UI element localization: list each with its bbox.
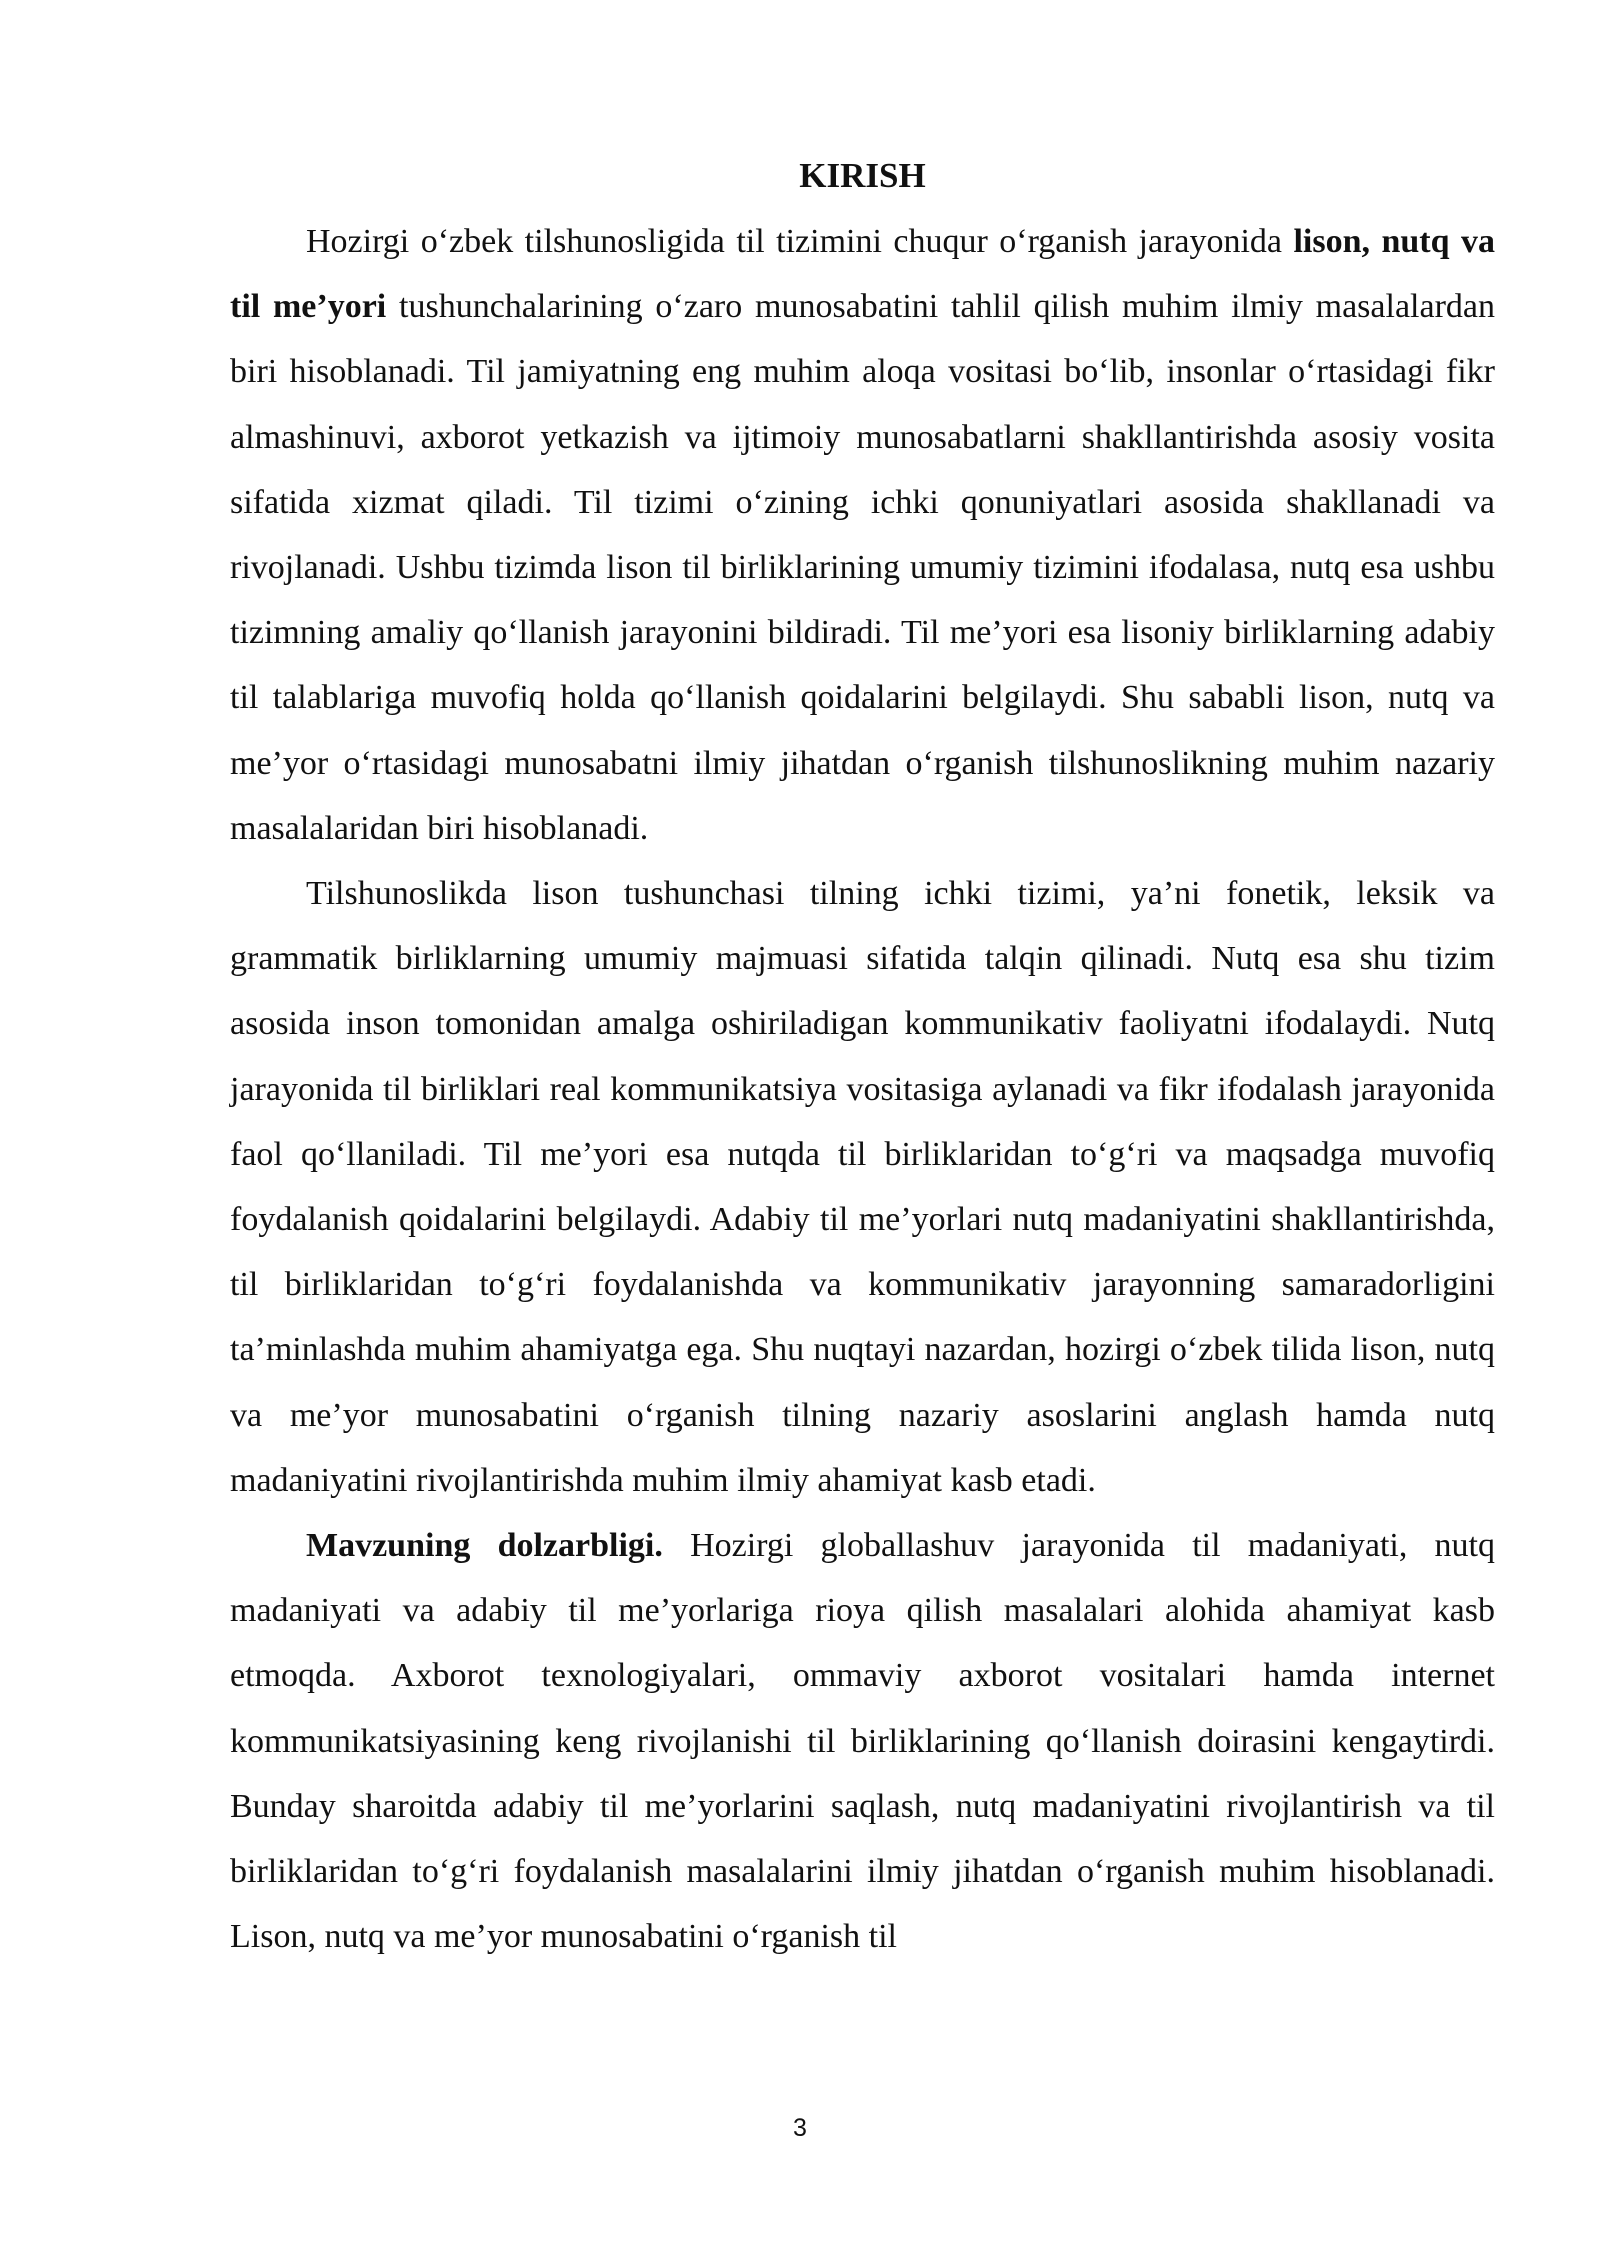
key-terms-bold: lison, nutq va til me’yori xyxy=(230,223,1495,326)
paragraph-text: tushunchalarining o‘zaro munosabatini tahlil qilish muhim ilmiy masalalardan biri hisoblanadi. Til jamiyatning eng muhim aloqa vositasi bo‘lib, insonlar o‘rtasidagi fikr almashinuvi, axborot yetkazish va ijtimoiy munosabatlarni shakllantirishda asosiy vosita sifatida xizmat qiladi. Til tizimi o‘zining ichki qonuniyatlari asosida shakllanadi va rivojlanadi. Ushbu tizimda lison til birliklarining umumiy tizimini ifodalasa, nutq esa ushbu tizimning amaliy qo‘llanish jarayonini bildiradi. Til me’yori esa lisoniy birliklarning adabiy til talablariga muvofiq holda qo‘llanish qoidalarini belgilaydi. Shu sababli lison, nutq va me’yor o‘rtasidagi munosabatni ilmiy jihatdan o‘rganish tilshunoslikning muhim nazariy masalalaridan biri hisoblanadi. xyxy=(230,288,1495,847)
document-body xyxy=(230,148,1495,1969)
paragraph-lison-definition: Tilshunoslikda lison tushunchasi tilning ichki tizimi, ya’ni fonetik, leksik va grammatik birliklarning umumiy majmuasi sifatida talqin qilinadi. Nutq esa shu tizim asosida inson tomonidan amalga oshiriladigan kommunikativ faoliyatni ifodalaydi. Nutq jarayonida til birliklari real kommunikatsiya vositasiga aylanadi va fikr ifodalash jarayonida faol qo‘llaniladi. Til me’yori esa nutqda til birliklaridan to‘g‘ri va maqsadga muvofiq foydalanish qoidalarini belgilaydi. Adabiy til me’yorlari nutq madaniyatini shakllantirishda, til birliklaridan to‘g‘ri foydalanishda va kommunikativ jarayonning samaradorligini ta’minlashda muhim ahamiyatga ega. Shu nuqtayi nazardan, hozirgi o‘zbek tilida lison, nutq va me’yor munosabatini o‘rganish tilning nazariy asoslarini anglash hamda nutq madaniyatini rivojlantirishda muhim ilmiy ahamiyat kasb etadi. xyxy=(230,875,1495,1499)
section-title: KIRISH xyxy=(799,156,926,195)
page-number: 3 xyxy=(793,2114,807,2142)
paragraph-relevance xyxy=(230,1513,1495,1969)
relevance-heading-bold: Mavzuning dolzarbligi. xyxy=(306,1527,663,1565)
paragraph-text: Hozirgi globallashuv jarayonida til madaniyati, nutq madaniyati va adabiy til me’yorlariga rioya qilish masalalari alohida ahamiyat kasb etmoqda. Axborot texnologiyalari, ommaviy axborot vositalari hamda internet kommunikatsiyasining keng rivojlanishi til birliklarining qo‘llanish doirasini kengaytirdi. Bunday sharoitda adabiy til me’yorlarini saqlash, nutq madaniyatini rivojlantirish va til birliklaridan to‘g‘ri foydalanish masalalarini ilmiy jihatdan o‘rganish muhim hisoblanadi. Lison, nutq va me’yor munosabatini o‘rganish til xyxy=(230,1527,1495,1956)
paragraph-introduction xyxy=(230,209,1495,861)
paragraph-text: Hozirgi o‘zbek tilshunosligida til tizimini chuqur o‘rganish jarayonida xyxy=(306,223,1294,260)
